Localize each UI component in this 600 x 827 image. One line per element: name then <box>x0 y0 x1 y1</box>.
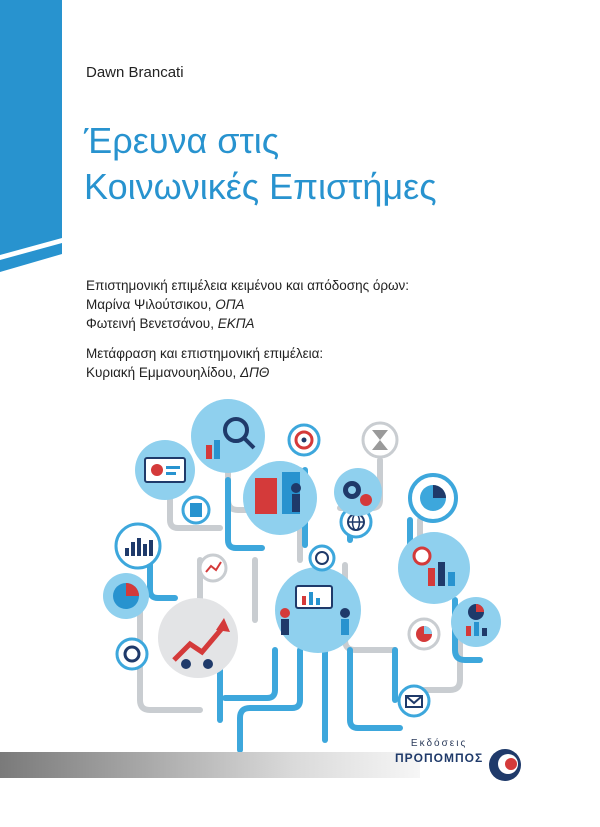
node-target <box>289 425 319 455</box>
node-people-dashboard <box>135 440 195 500</box>
node-analytics <box>451 597 501 647</box>
publisher-mark <box>395 738 483 765</box>
node-hourglass <box>363 423 397 457</box>
publisher-logo-icon <box>489 749 521 781</box>
node-email <box>399 686 429 716</box>
node-small-chart <box>200 555 226 581</box>
node-gear-small <box>117 639 147 669</box>
person-affiliation: ΔΠΘ <box>240 365 270 380</box>
node-pie-red <box>103 573 149 619</box>
title-line-2: Κοινωνικές Επιστήμες <box>84 166 437 207</box>
node-presentation-red <box>243 461 317 535</box>
person-affiliation: ΕΚΠΑ <box>217 316 255 331</box>
person-name: Μαρίνα Ψιλούτσικου, <box>86 297 216 312</box>
node-growth <box>158 598 238 678</box>
credit-role: Επιστημονική επιμέλεια κειμένου και απόδοσης όρων: <box>86 278 410 293</box>
node-document <box>183 497 209 523</box>
node-bar-chart <box>116 524 160 568</box>
node-globe-2 <box>310 546 334 570</box>
node-team-screen <box>275 567 361 653</box>
node-pie-chart <box>410 475 456 521</box>
person-affiliation: ΟΠΑ <box>215 297 245 312</box>
credit-role: Μετάφραση και επιστημονική επιμέλεια: <box>86 346 324 361</box>
book-title <box>84 118 437 210</box>
person-name: Φωτεινή Βενετσάνου, <box>86 316 218 331</box>
credits-block <box>86 276 409 382</box>
node-pie-bottom <box>409 619 439 649</box>
left-blue-banner <box>0 0 62 255</box>
credit-person <box>86 295 409 314</box>
credit-person <box>86 314 409 333</box>
node-research-magnifier <box>191 399 265 473</box>
author-name: Dawn Brancati <box>86 64 184 81</box>
node-target-chart <box>398 532 470 604</box>
title-line-1: Έρευνα στις <box>84 120 280 161</box>
footer-gradient-bar <box>0 752 420 778</box>
person-name: Κυριακή Εμμανουηλίδου, <box>86 365 241 380</box>
node-gears <box>334 468 382 516</box>
publisher-name: ΠΡΟΠΟΜΠΟΣ <box>395 751 484 765</box>
publisher-small-label: Εκδόσεις <box>410 738 468 749</box>
credit-person <box>86 363 409 382</box>
